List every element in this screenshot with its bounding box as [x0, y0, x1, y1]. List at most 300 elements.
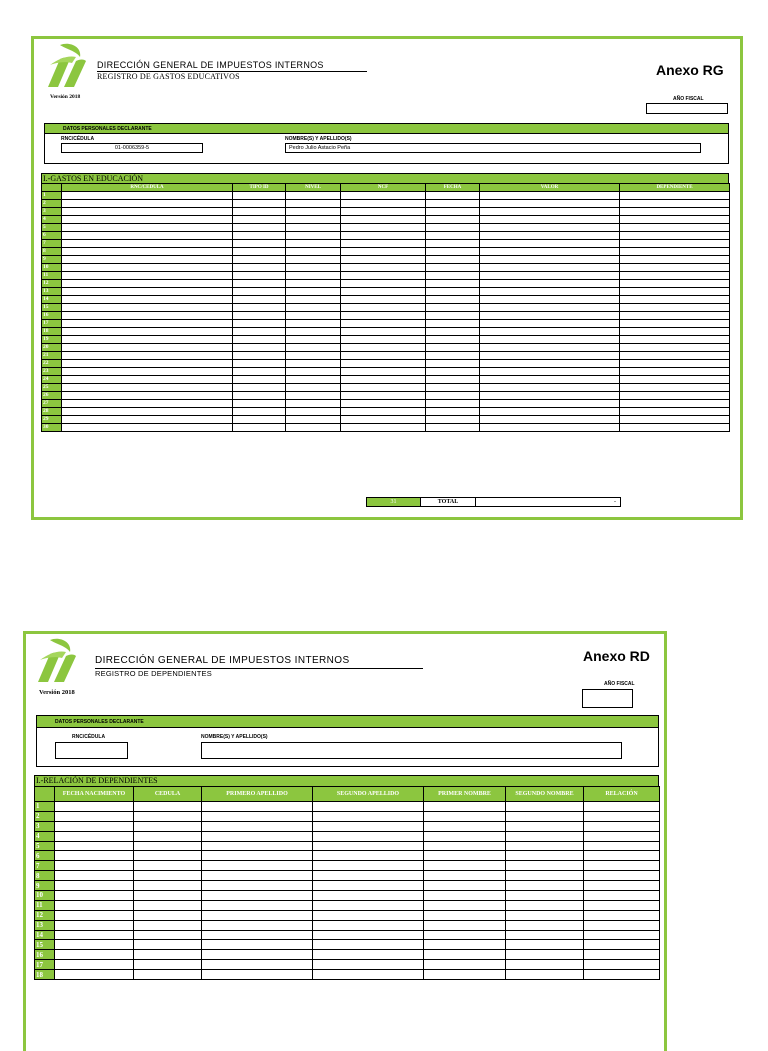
table-cell[interactable] — [233, 256, 286, 264]
table-cell[interactable] — [202, 970, 313, 980]
table-cell[interactable] — [506, 891, 584, 901]
table-cell[interactable] — [584, 851, 660, 861]
table-cell[interactable] — [584, 861, 660, 871]
table-cell[interactable] — [620, 336, 730, 344]
table-cell[interactable] — [202, 851, 313, 861]
table-cell[interactable] — [134, 920, 202, 930]
table-cell[interactable] — [286, 408, 341, 416]
table-cell[interactable] — [506, 831, 584, 841]
table-cell[interactable] — [341, 424, 426, 432]
table-cell[interactable] — [584, 950, 660, 960]
table-cell[interactable] — [62, 264, 233, 272]
table-cell[interactable] — [426, 304, 480, 312]
table-cell[interactable] — [341, 400, 426, 408]
table-cell[interactable] — [286, 208, 341, 216]
table-cell[interactable] — [62, 408, 233, 416]
table-cell[interactable] — [506, 881, 584, 891]
table-cell[interactable] — [480, 384, 620, 392]
table-cell[interactable] — [286, 288, 341, 296]
table-cell[interactable] — [480, 280, 620, 288]
table-cell[interactable] — [620, 368, 730, 376]
table-cell[interactable] — [480, 304, 620, 312]
table-cell[interactable] — [62, 384, 233, 392]
table-cell[interactable] — [620, 312, 730, 320]
table-cell[interactable] — [202, 930, 313, 940]
table-cell[interactable] — [480, 336, 620, 344]
table-cell[interactable] — [426, 320, 480, 328]
table-cell[interactable] — [620, 376, 730, 384]
table-cell[interactable] — [426, 400, 480, 408]
table-cell[interactable] — [62, 312, 233, 320]
table-cell[interactable] — [286, 248, 341, 256]
nombre-input[interactable] — [201, 742, 622, 759]
table-cell[interactable] — [426, 312, 480, 320]
table-cell[interactable] — [55, 970, 134, 980]
table-cell[interactable] — [426, 328, 480, 336]
table-cell[interactable] — [286, 320, 341, 328]
table-cell[interactable] — [341, 376, 426, 384]
table-cell[interactable] — [480, 296, 620, 304]
table-cell[interactable] — [202, 811, 313, 821]
table-cell[interactable] — [233, 264, 286, 272]
table-cell[interactable] — [506, 851, 584, 861]
table-cell[interactable] — [480, 200, 620, 208]
table-cell[interactable] — [506, 811, 584, 821]
table-cell[interactable] — [620, 232, 730, 240]
table-cell[interactable] — [55, 802, 134, 812]
table-cell[interactable] — [62, 216, 233, 224]
table-cell[interactable] — [584, 970, 660, 980]
table-cell[interactable] — [480, 392, 620, 400]
table-cell[interactable] — [620, 200, 730, 208]
table-cell[interactable] — [424, 930, 506, 940]
table-cell[interactable] — [341, 368, 426, 376]
table-cell[interactable] — [134, 900, 202, 910]
table-cell[interactable] — [341, 264, 426, 272]
table-cell[interactable] — [55, 920, 134, 930]
table-cell[interactable] — [341, 256, 426, 264]
table-cell[interactable] — [480, 352, 620, 360]
table-cell[interactable] — [286, 240, 341, 248]
table-cell[interactable] — [134, 841, 202, 851]
table-cell[interactable] — [233, 296, 286, 304]
table-cell[interactable] — [202, 920, 313, 930]
table-cell[interactable] — [480, 416, 620, 424]
ano-fiscal-input[interactable] — [646, 103, 728, 114]
table-cell[interactable] — [424, 920, 506, 930]
table-cell[interactable] — [62, 344, 233, 352]
table-cell[interactable] — [584, 811, 660, 821]
table-cell[interactable] — [480, 232, 620, 240]
table-cell[interactable] — [424, 910, 506, 920]
table-cell[interactable] — [233, 320, 286, 328]
table-cell[interactable] — [480, 320, 620, 328]
table-cell[interactable] — [62, 232, 233, 240]
table-cell[interactable] — [424, 891, 506, 901]
table-cell[interactable] — [62, 288, 233, 296]
table-cell[interactable] — [55, 871, 134, 881]
table-cell[interactable] — [62, 224, 233, 232]
table-cell[interactable] — [620, 240, 730, 248]
table-cell[interactable] — [341, 208, 426, 216]
table-cell[interactable] — [62, 360, 233, 368]
table-cell[interactable] — [62, 304, 233, 312]
table-cell[interactable] — [620, 208, 730, 216]
table-cell[interactable] — [506, 802, 584, 812]
table-cell[interactable] — [134, 821, 202, 831]
table-cell[interactable] — [313, 891, 424, 901]
table-cell[interactable] — [424, 871, 506, 881]
table-cell[interactable] — [506, 920, 584, 930]
table-cell[interactable] — [506, 910, 584, 920]
table-cell[interactable] — [55, 900, 134, 910]
table-cell[interactable] — [233, 400, 286, 408]
table-cell[interactable] — [424, 861, 506, 871]
table-cell[interactable] — [620, 288, 730, 296]
table-cell[interactable] — [426, 192, 480, 200]
table-cell[interactable] — [620, 400, 730, 408]
table-cell[interactable] — [620, 416, 730, 424]
table-cell[interactable] — [506, 970, 584, 980]
table-cell[interactable] — [313, 960, 424, 970]
table-cell[interactable] — [134, 950, 202, 960]
table-cell[interactable] — [313, 802, 424, 812]
table-cell[interactable] — [426, 336, 480, 344]
table-cell[interactable] — [480, 288, 620, 296]
table-cell[interactable] — [426, 264, 480, 272]
table-cell[interactable] — [313, 950, 424, 960]
table-cell[interactable] — [341, 296, 426, 304]
table-cell[interactable] — [313, 940, 424, 950]
table-cell[interactable] — [584, 910, 660, 920]
table-cell[interactable] — [233, 424, 286, 432]
table-cell[interactable] — [480, 368, 620, 376]
table-cell[interactable] — [480, 360, 620, 368]
table-cell[interactable] — [313, 970, 424, 980]
table-cell[interactable] — [313, 871, 424, 881]
table-cell[interactable] — [620, 224, 730, 232]
table-cell[interactable] — [506, 900, 584, 910]
table-cell[interactable] — [480, 256, 620, 264]
table-cell[interactable] — [480, 240, 620, 248]
table-cell[interactable] — [584, 900, 660, 910]
table-cell[interactable] — [584, 891, 660, 901]
table-cell[interactable] — [233, 384, 286, 392]
table-cell[interactable] — [341, 216, 426, 224]
table-cell[interactable] — [202, 960, 313, 970]
table-cell[interactable] — [620, 360, 730, 368]
table-cell[interactable] — [620, 392, 730, 400]
table-cell[interactable] — [341, 344, 426, 352]
table-cell[interactable] — [233, 344, 286, 352]
table-cell[interactable] — [480, 192, 620, 200]
table-cell[interactable] — [480, 328, 620, 336]
table-cell[interactable] — [620, 248, 730, 256]
table-cell[interactable] — [620, 352, 730, 360]
table-cell[interactable] — [341, 328, 426, 336]
table-cell[interactable] — [480, 376, 620, 384]
table-cell[interactable] — [584, 871, 660, 881]
table-cell[interactable] — [62, 240, 233, 248]
table-cell[interactable] — [233, 392, 286, 400]
table-cell[interactable] — [620, 192, 730, 200]
table-cell[interactable] — [584, 940, 660, 950]
table-cell[interactable] — [286, 352, 341, 360]
table-cell[interactable] — [426, 392, 480, 400]
table-cell[interactable] — [286, 400, 341, 408]
table-cell[interactable] — [426, 240, 480, 248]
table-cell[interactable] — [506, 930, 584, 940]
table-cell[interactable] — [506, 871, 584, 881]
table-cell[interactable] — [134, 871, 202, 881]
table-cell[interactable] — [341, 392, 426, 400]
table-cell[interactable] — [480, 248, 620, 256]
table-cell[interactable] — [134, 960, 202, 970]
table-cell[interactable] — [55, 831, 134, 841]
table-cell[interactable] — [584, 881, 660, 891]
table-cell[interactable] — [424, 851, 506, 861]
table-cell[interactable] — [62, 296, 233, 304]
table-cell[interactable] — [426, 200, 480, 208]
table-cell[interactable] — [480, 272, 620, 280]
table-cell[interactable] — [426, 344, 480, 352]
table-cell[interactable] — [480, 424, 620, 432]
table-cell[interactable] — [62, 400, 233, 408]
table-cell[interactable] — [341, 192, 426, 200]
table-cell[interactable] — [202, 831, 313, 841]
table-cell[interactable] — [55, 930, 134, 940]
table-cell[interactable] — [620, 344, 730, 352]
table-cell[interactable] — [313, 881, 424, 891]
table-cell[interactable] — [506, 960, 584, 970]
table-cell[interactable] — [426, 272, 480, 280]
table-cell[interactable] — [620, 272, 730, 280]
table-cell[interactable] — [341, 200, 426, 208]
table-cell[interactable] — [426, 296, 480, 304]
table-cell[interactable] — [424, 881, 506, 891]
table-cell[interactable] — [55, 950, 134, 960]
table-cell[interactable] — [286, 392, 341, 400]
table-cell[interactable] — [341, 288, 426, 296]
table-cell[interactable] — [426, 416, 480, 424]
table-cell[interactable] — [584, 960, 660, 970]
table-cell[interactable] — [62, 416, 233, 424]
table-cell[interactable] — [62, 368, 233, 376]
table-cell[interactable] — [341, 232, 426, 240]
table-cell[interactable] — [286, 224, 341, 232]
table-cell[interactable] — [134, 802, 202, 812]
table-cell[interactable] — [424, 841, 506, 851]
table-cell[interactable] — [313, 851, 424, 861]
table-cell[interactable] — [341, 320, 426, 328]
table-cell[interactable] — [55, 940, 134, 950]
rnc-input[interactable] — [55, 742, 128, 759]
table-cell[interactable] — [341, 272, 426, 280]
table-cell[interactable] — [134, 831, 202, 841]
table-cell[interactable] — [62, 208, 233, 216]
table-cell[interactable] — [233, 376, 286, 384]
table-cell[interactable] — [584, 831, 660, 841]
table-cell[interactable] — [426, 408, 480, 416]
table-cell[interactable] — [620, 384, 730, 392]
table-cell[interactable] — [313, 900, 424, 910]
table-cell[interactable] — [426, 208, 480, 216]
table-cell[interactable] — [424, 900, 506, 910]
table-cell[interactable] — [286, 328, 341, 336]
table-cell[interactable] — [233, 328, 286, 336]
table-cell[interactable] — [620, 328, 730, 336]
table-cell[interactable] — [426, 224, 480, 232]
table-cell[interactable] — [620, 280, 730, 288]
table-cell[interactable] — [55, 861, 134, 871]
table-cell[interactable] — [480, 408, 620, 416]
table-cell[interactable] — [426, 256, 480, 264]
table-cell[interactable] — [55, 881, 134, 891]
table-cell[interactable] — [506, 861, 584, 871]
rnc-input[interactable]: 01-0006359-5 — [61, 143, 203, 153]
table-cell[interactable] — [286, 264, 341, 272]
table-cell[interactable] — [620, 304, 730, 312]
table-cell[interactable] — [313, 811, 424, 821]
table-cell[interactable] — [202, 891, 313, 901]
table-cell[interactable] — [233, 240, 286, 248]
table-cell[interactable] — [313, 831, 424, 841]
table-cell[interactable] — [62, 272, 233, 280]
table-cell[interactable] — [506, 940, 584, 950]
table-cell[interactable] — [62, 424, 233, 432]
table-cell[interactable] — [233, 312, 286, 320]
table-cell[interactable] — [134, 881, 202, 891]
table-cell[interactable] — [233, 352, 286, 360]
table-cell[interactable] — [62, 376, 233, 384]
table-cell[interactable] — [202, 881, 313, 891]
table-cell[interactable] — [202, 950, 313, 960]
table-cell[interactable] — [55, 960, 134, 970]
table-cell[interactable] — [341, 312, 426, 320]
table-cell[interactable] — [286, 200, 341, 208]
table-cell[interactable] — [233, 336, 286, 344]
table-cell[interactable] — [233, 304, 286, 312]
table-cell[interactable] — [424, 940, 506, 950]
table-cell[interactable] — [426, 376, 480, 384]
table-cell[interactable] — [424, 950, 506, 960]
table-cell[interactable] — [134, 930, 202, 940]
table-cell[interactable] — [426, 248, 480, 256]
nombre-input[interactable]: Pedro Julio Astacio Peña — [285, 143, 701, 153]
table-cell[interactable] — [620, 408, 730, 416]
table-cell[interactable] — [55, 841, 134, 851]
table-cell[interactable] — [202, 900, 313, 910]
table-cell[interactable] — [134, 851, 202, 861]
table-cell[interactable] — [233, 224, 286, 232]
table-cell[interactable] — [341, 360, 426, 368]
table-cell[interactable] — [62, 256, 233, 264]
table-cell[interactable] — [341, 240, 426, 248]
table-cell[interactable] — [313, 861, 424, 871]
table-cell[interactable] — [584, 920, 660, 930]
table-cell[interactable] — [286, 424, 341, 432]
table-cell[interactable] — [62, 320, 233, 328]
table-cell[interactable] — [426, 232, 480, 240]
table-cell[interactable] — [341, 248, 426, 256]
table-cell[interactable] — [202, 910, 313, 920]
table-cell[interactable] — [286, 368, 341, 376]
table-cell[interactable] — [286, 360, 341, 368]
table-cell[interactable] — [233, 272, 286, 280]
table-cell[interactable] — [55, 910, 134, 920]
table-cell[interactable] — [233, 280, 286, 288]
table-cell[interactable] — [62, 336, 233, 344]
table-cell[interactable] — [202, 861, 313, 871]
table-cell[interactable] — [202, 821, 313, 831]
table-cell[interactable] — [62, 200, 233, 208]
table-cell[interactable] — [233, 288, 286, 296]
table-cell[interactable] — [341, 384, 426, 392]
table-cell[interactable] — [620, 424, 730, 432]
table-cell[interactable] — [341, 416, 426, 424]
table-cell[interactable] — [286, 304, 341, 312]
table-cell[interactable] — [426, 360, 480, 368]
table-cell[interactable] — [134, 811, 202, 821]
table-cell[interactable] — [286, 280, 341, 288]
table-cell[interactable] — [480, 344, 620, 352]
table-cell[interactable] — [424, 831, 506, 841]
table-cell[interactable] — [134, 910, 202, 920]
table-cell[interactable] — [62, 192, 233, 200]
table-cell[interactable] — [620, 320, 730, 328]
table-cell[interactable] — [55, 821, 134, 831]
table-cell[interactable] — [233, 200, 286, 208]
table-cell[interactable] — [62, 248, 233, 256]
table-cell[interactable] — [55, 811, 134, 821]
table-cell[interactable] — [313, 821, 424, 831]
table-cell[interactable] — [233, 248, 286, 256]
table-cell[interactable] — [341, 304, 426, 312]
table-cell[interactable] — [62, 280, 233, 288]
table-cell[interactable] — [426, 368, 480, 376]
table-cell[interactable] — [341, 280, 426, 288]
table-cell[interactable] — [480, 224, 620, 232]
table-cell[interactable] — [286, 272, 341, 280]
table-cell[interactable] — [313, 930, 424, 940]
table-cell[interactable] — [233, 192, 286, 200]
table-cell[interactable] — [620, 264, 730, 272]
table-cell[interactable] — [286, 416, 341, 424]
table-cell[interactable] — [313, 841, 424, 851]
table-cell[interactable] — [341, 352, 426, 360]
table-cell[interactable] — [620, 256, 730, 264]
table-cell[interactable] — [286, 384, 341, 392]
table-cell[interactable] — [506, 841, 584, 851]
table-cell[interactable] — [341, 408, 426, 416]
table-cell[interactable] — [233, 408, 286, 416]
table-cell[interactable] — [426, 384, 480, 392]
table-cell[interactable] — [313, 910, 424, 920]
table-cell[interactable] — [134, 891, 202, 901]
table-cell[interactable] — [584, 821, 660, 831]
table-cell[interactable] — [584, 841, 660, 851]
table-cell[interactable] — [424, 821, 506, 831]
table-cell[interactable] — [134, 940, 202, 950]
table-cell[interactable] — [506, 821, 584, 831]
table-cell[interactable] — [233, 360, 286, 368]
table-cell[interactable] — [55, 851, 134, 861]
table-cell[interactable] — [480, 400, 620, 408]
table-cell[interactable] — [286, 312, 341, 320]
table-cell[interactable] — [620, 296, 730, 304]
table-cell[interactable] — [202, 940, 313, 950]
table-cell[interactable] — [424, 970, 506, 980]
